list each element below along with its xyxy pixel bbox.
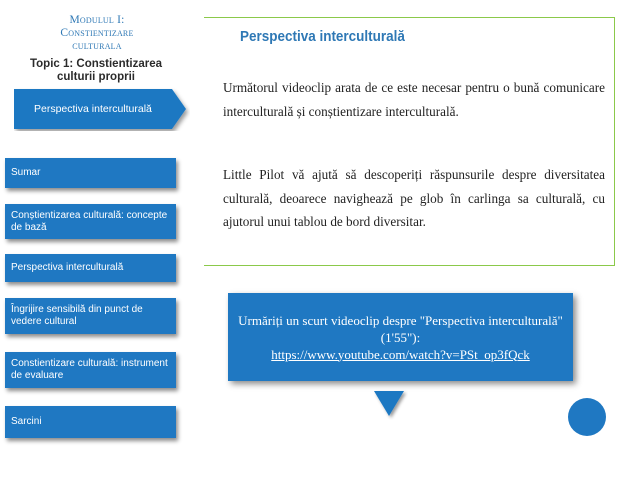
sidebar-item-perspectiva[interactable]: Perspectiva interculturală <box>5 254 176 282</box>
down-arrow-icon <box>372 388 408 420</box>
sidebar-item-sarcini[interactable]: Sarcini <box>5 406 176 438</box>
module-title: Modulul I: Constientizare culturala <box>60 14 134 52</box>
active-tab-label: Perspectiva interculturală <box>34 103 152 115</box>
paragraph-little-pilot: Little Pilot vă ajută să descoperiți răspunsurile despre diversitatea culturală, deoarece navighează pe glob în carlinga sa culturală, cu ajutorul unui tablou de bord diversitar. <box>223 167 605 229</box>
paragraph-intro: Următorul videoclip arata de ce este necesar pentru o bună comunicare interculturală și conștientizare interculturală. <box>223 80 605 119</box>
video-description: Urmăriți un scurt videoclip despre "Perspectiva interculturală" (1'55"): <box>238 312 563 345</box>
sidebar-item-concepte[interactable]: Conștientizarea culturală: concepte de bază <box>5 204 176 239</box>
video-callout <box>228 293 573 381</box>
next-slide-button[interactable] <box>568 398 606 436</box>
topic-title: Topic 1: Constientizarea culturii proprii <box>29 58 163 83</box>
sidebar-item-sumar[interactable]: Sumar <box>5 158 176 188</box>
sidebar-item-instrument[interactable]: Constientizare culturală: instrument de evaluare <box>5 352 176 388</box>
video-link[interactable]: https://www.youtube.com/watch?v=PSt_op3fQck <box>271 346 530 362</box>
page-title: Perspectiva interculturală <box>240 29 405 45</box>
content-frame-gap <box>194 14 204 268</box>
sidebar-active-tab[interactable] <box>14 87 190 131</box>
sidebar-item-ingrijire[interactable]: Îngrijire sensibilă din punct de vedere cultural <box>5 298 176 334</box>
